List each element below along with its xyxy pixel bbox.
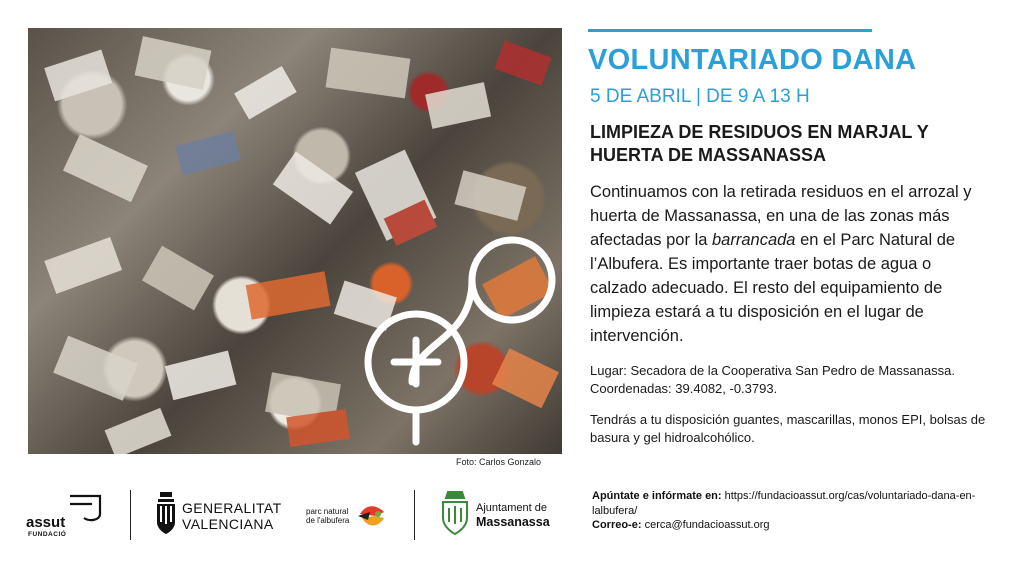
generalitat-line-1: GENERALITAT	[182, 500, 282, 516]
photo-credit: Foto: Carlos Gonzalo	[456, 457, 542, 467]
assut-outline-mark-icon	[352, 232, 562, 452]
description-part-1: Continuamos con la retirada residuos en el arrozal y huerta de Massanassa, en una de las zonas más afectadas por la	[590, 183, 972, 249]
contact-info	[592, 489, 992, 533]
event-equipment: Tendrás a tu disposición guantes, mascarillas, monos EPI, bolsas de basura y gel hidroalcohólico.	[590, 412, 986, 445]
email-label: Correo-e:	[592, 519, 642, 531]
email-line	[592, 518, 992, 533]
email-link[interactable]: cerca@fundacioassut.org	[641, 519, 770, 531]
footer-divider	[130, 490, 131, 540]
ayuntamiento-line-1: Ajuntament de	[476, 502, 547, 514]
signup-label: Apúntate e infórmate en:	[592, 490, 722, 502]
event-description	[590, 180, 990, 348]
assut-logo-text: assut	[26, 514, 66, 531]
event-date: 5 DE ABRIL | DE 9 A 13 H	[590, 86, 810, 107]
description-emphasis: barrancada	[712, 231, 796, 249]
accent-rule	[588, 29, 872, 32]
event-title: VOLUNTARIADO DANA	[588, 44, 917, 76]
signup-link[interactable]: https://fundacioassut.org/cas/voluntariado-dana-en-lalbufera/	[592, 490, 976, 517]
parc-line-2: de l'albufera	[306, 516, 350, 525]
assut-logo-subtext: FUNDACIÓ	[28, 531, 67, 538]
ayuntamiento-line-2: Massanassa	[476, 515, 550, 529]
generalitat-logo-text	[182, 500, 282, 532]
massanassa-coat-of-arms-icon	[440, 490, 470, 536]
footer-divider	[414, 490, 415, 540]
description-part-2: en el Parc Natural de l’Albufera. Es importante traer botas de agua o calzado adecuado. El resto del equipamiento de limpieza estará a tu disposición en el lugar de intervención.	[590, 231, 956, 345]
generalitat-line-2: VALENCIANA	[182, 516, 274, 532]
parc-albufera-logo-text	[306, 507, 349, 525]
generalitat-emblem-icon	[154, 492, 178, 538]
event-location: Lugar: Secadora de la Cooperativa San Pedro de Massanassa. Coordenadas: 39.4082, -0.3793.	[590, 363, 955, 396]
event-subtitle: LIMPIEZA DE RESIDUOS EN MARJAL Y HUERTA DE MASSANASSA	[590, 122, 929, 165]
parc-line-1: parc natural	[306, 507, 349, 516]
parc-albufera-bird-icon	[356, 500, 388, 532]
signup-line	[592, 489, 992, 518]
